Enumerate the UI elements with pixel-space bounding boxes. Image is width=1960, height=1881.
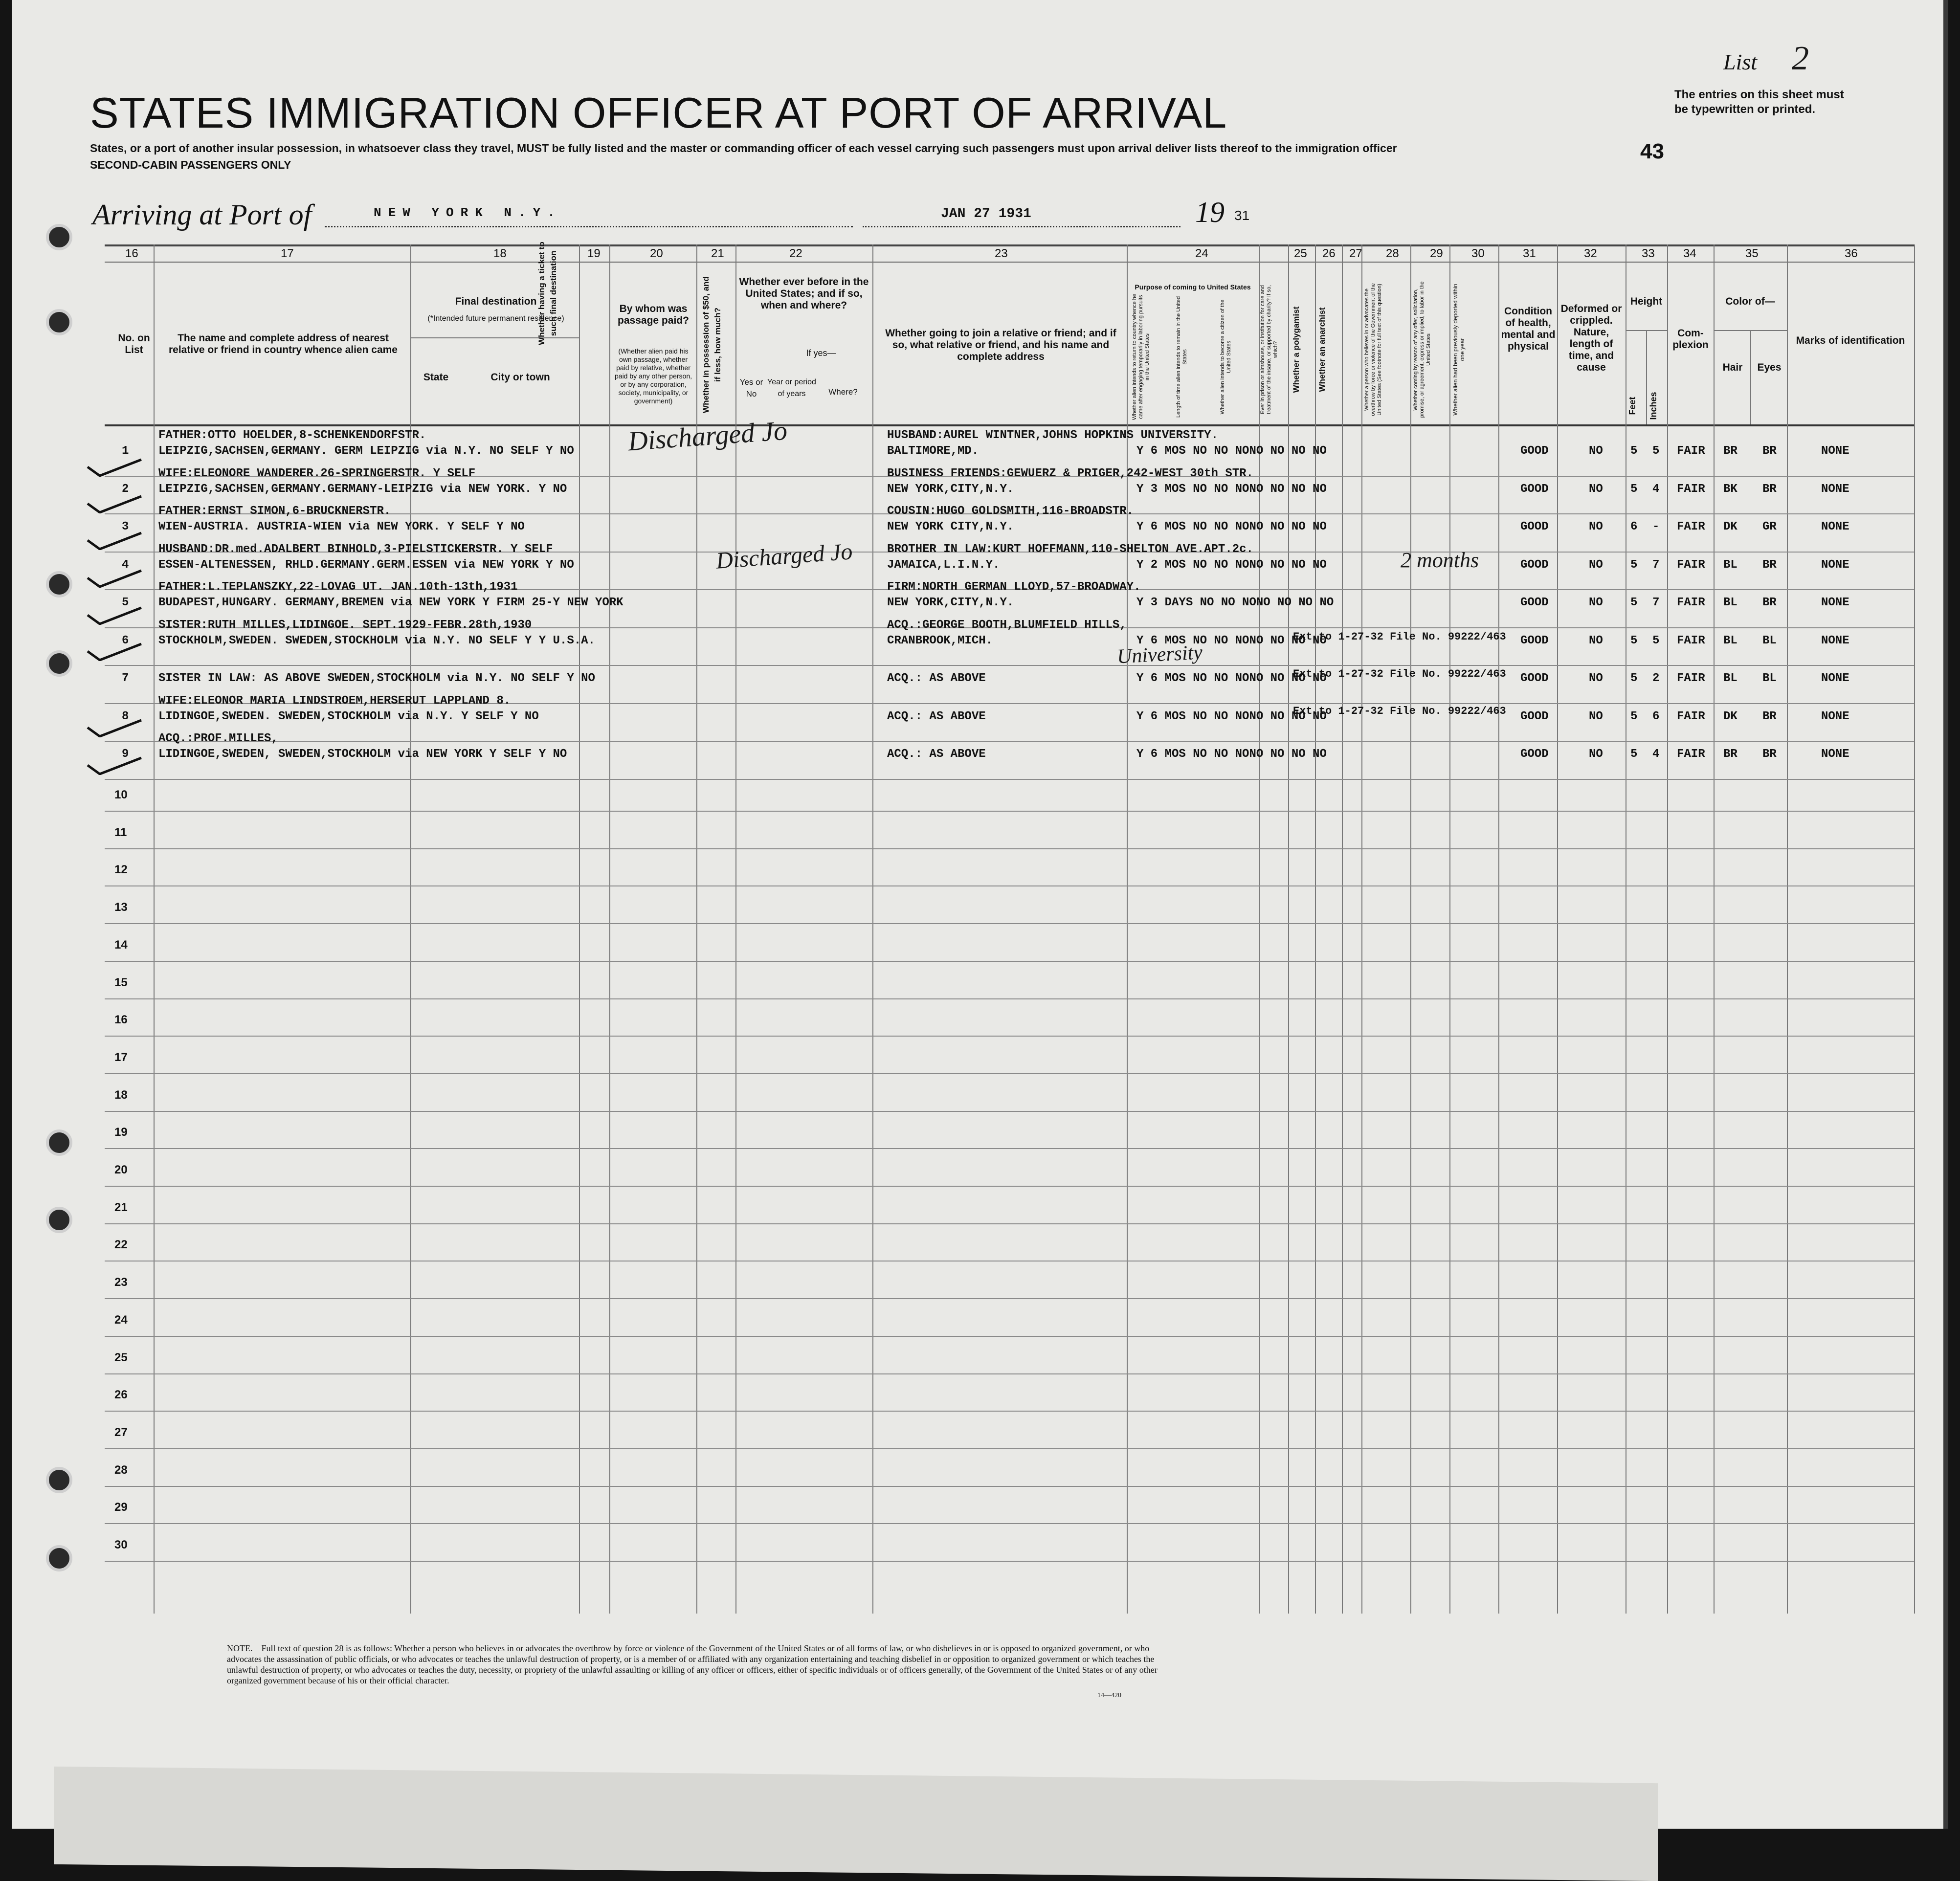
col-num-16: 16: [125, 247, 138, 260]
joining-line-1: ACQ.:GEORGE BOOTH,BLUMFIELD HILLS,: [887, 618, 1127, 632]
check-mark-5: [85, 605, 144, 625]
deformed: NO: [1589, 558, 1603, 572]
relative-line-1: FATHER:OTTO HOELDER,8-SCHENKENDORFSTR.: [158, 429, 426, 442]
table-rule: [105, 1223, 1914, 1224]
header-passage-paid: By whom was passage paid?: [618, 303, 689, 326]
check-mark-1: [85, 457, 144, 477]
lower-sheet-edge: [54, 1767, 1658, 1881]
header-fifty-dollars: Whether in possession of $50, and if less, how much?: [701, 276, 722, 413]
line-number: 15: [114, 975, 128, 989]
date-line: [863, 226, 1180, 227]
list-number: 3: [122, 520, 129, 533]
header-height: Height: [1630, 296, 1663, 307]
handwritten-discharged-2: Discharged Jo: [715, 538, 854, 574]
height-feet: 5: [1630, 596, 1638, 609]
joining-line-2: ACQ.: AS ABOVE: [887, 748, 986, 761]
punch-hole: [46, 571, 72, 597]
col-num-30: 30: [1471, 247, 1485, 260]
header-state: State: [423, 372, 449, 383]
extension-note-2: Ext.to 1-27-32 File No. 99222/463: [1293, 668, 1506, 680]
joining-line-1: BUSINESS FRIENDS:GEWUERZ & PRIGER,242-WEST 30th STR.: [887, 466, 1253, 480]
line-number: 17: [114, 1050, 128, 1064]
line-number: 21: [114, 1200, 128, 1214]
col-num-21: 21: [711, 247, 724, 260]
complexion: FAIR: [1677, 596, 1705, 609]
height-inches: 5: [1652, 444, 1660, 458]
marks: NONE: [1821, 748, 1849, 761]
list-number: 1: [122, 444, 129, 458]
eye-color: BL: [1762, 672, 1777, 685]
height-feet: 5: [1630, 558, 1638, 572]
cabin-class: SECOND-CABIN PASSENGERS ONLY: [90, 158, 291, 171]
marks: NONE: [1821, 672, 1849, 685]
hair-color: BL: [1723, 596, 1737, 609]
col-num-23: 23: [995, 247, 1008, 260]
line-number: 22: [114, 1238, 128, 1252]
header-feet: Feet: [1627, 397, 1637, 415]
relative-line-1: FATHER:L.TEPLANSZKY,22-LOVAG UT. JAN.10th-13th,1931: [158, 580, 518, 594]
relative-line-1: SISTER:RUTH MILLES,LIDINGOE. SEPT.1929-FEBR.28th,1930: [158, 618, 532, 632]
year-prefix: 19: [1195, 196, 1225, 228]
marks: NONE: [1821, 482, 1849, 496]
complexion: FAIR: [1677, 672, 1705, 685]
height-feet: 5: [1630, 634, 1638, 647]
header-health: Condition of health, mental and physical: [1501, 306, 1556, 352]
joining-line-2: ACQ.: AS ABOVE: [887, 709, 986, 723]
table-rule: [105, 1148, 1914, 1149]
table-rule: [105, 1036, 1914, 1037]
health: GOOD: [1520, 520, 1549, 533]
relative-line-2: SISTER IN LAW: AS ABOVE SWEDEN,STOCKHOLM via N.Y. NO SELF Y NO: [158, 672, 595, 685]
height-feet: 5: [1630, 482, 1638, 496]
purpose-answers: Y 6 MOS NO NO NONO NO NO NO: [1136, 672, 1327, 685]
joining-line-1: BROTHER IN LAW:KURT HOFFMANN,110-SHELTON AVE.APT.2c.: [887, 542, 1253, 556]
punch-hole: [46, 1129, 72, 1156]
col-num-22: 22: [789, 247, 802, 260]
deformed: NO: [1589, 596, 1603, 609]
check-mark-3: [85, 531, 144, 550]
col-num-17: 17: [281, 247, 294, 260]
col-num-18: 18: [493, 247, 507, 260]
relative-line-1: WIFE:ELEONOR MARIA LINDSTROEM,HERSERUT LAPPLAND 8.: [158, 694, 511, 708]
relative-line-2: ESSEN-ALTENESSEN, RHLD.GERMANY.GERM.ESSEN via NEW YORK Y NO: [158, 558, 574, 572]
relative-line-2: LIDINGOE,SWEDEN, SWEDEN,STOCKHOLM via NEW YORK Y SELF Y NO: [158, 748, 567, 761]
arrival-date: JAN 27 1931: [941, 206, 1031, 221]
joining-line-2: ACQ.: AS ABOVE: [887, 672, 986, 685]
table-rule: [105, 998, 1914, 999]
health: GOOD: [1520, 709, 1549, 723]
line-number: 10: [114, 788, 128, 801]
header-city: City or town: [490, 372, 550, 383]
eye-color: BR: [1762, 596, 1777, 609]
header-relative: The name and complete address of nearest relative or friend in country whence alien came: [169, 332, 398, 355]
punch-hole: [46, 1545, 72, 1571]
height-inches: -: [1652, 520, 1660, 533]
page-title: STATES IMMIGRATION OFFICER AT PORT OF ARRIVAL: [90, 89, 1227, 137]
deformed: NO: [1589, 709, 1603, 723]
col-num-28: 28: [1386, 247, 1399, 260]
header-year-period: Year or period of years: [767, 378, 816, 398]
joining-line-1: HUSBAND:AUREL WINTNER,JOHNS HOPKINS UNIVERSITY.: [887, 429, 1218, 442]
line-number: 26: [114, 1388, 128, 1402]
line-number: 12: [114, 863, 128, 877]
table-rule: [105, 1111, 1914, 1112]
header-prison: Ever in prison or almshouse, or institution for care and treatment of the insane, or supported by charity? If so, which?: [1260, 285, 1278, 414]
table-top-border: [105, 244, 1914, 246]
punch-hole: [46, 309, 72, 335]
eye-color: BR: [1762, 444, 1777, 458]
table-rule: [105, 848, 1914, 849]
header-passage-note: (Whether alien paid his own passage, whether paid by relative, whether paid by any other person, or by any corporation, society, municipality, or government): [615, 347, 692, 405]
table-rule: [105, 1411, 1914, 1412]
health: GOOD: [1520, 558, 1549, 572]
line-number: 14: [114, 938, 128, 952]
table-rule: [105, 811, 1914, 812]
line-number: 20: [114, 1163, 128, 1176]
height-feet: 5: [1630, 672, 1638, 685]
table-rule: [105, 1298, 1914, 1299]
eye-color: BR: [1762, 558, 1777, 572]
health: GOOD: [1520, 444, 1549, 458]
height-inches: 5: [1652, 634, 1660, 647]
hair-color: DK: [1723, 709, 1737, 723]
table-rule: [105, 1373, 1914, 1374]
col-num-31: 31: [1523, 247, 1536, 260]
joining-line-1: COUSIN:HUGO GOLDSMITH,116-BROADSTR.: [887, 505, 1134, 518]
joining-line-1: FIRM:NORTH GERMAN LLOYD,57-BROADWAY.: [887, 580, 1141, 594]
hair-color: DK: [1723, 520, 1737, 533]
header-deformed: Deformed or crippled. Nature, length of time, and cause: [1560, 303, 1622, 373]
joining-line-2: CRANBROOK,MICH.: [887, 634, 993, 647]
table-rule: [105, 1486, 1914, 1487]
joining-line-2: NEW YORK CITY,N.Y.: [887, 520, 1014, 533]
punch-hole: [46, 650, 72, 677]
entries-note-1: The entries on this sheet must: [1674, 88, 1844, 101]
marks: NONE: [1821, 709, 1849, 723]
list-number: 5: [122, 596, 129, 609]
handwritten-university: University: [1116, 641, 1203, 668]
port-line: [325, 226, 853, 227]
list-number: 2: [1792, 40, 1809, 77]
manifest-sheet: [12, 0, 1948, 1829]
eye-color: BR: [1762, 482, 1777, 496]
line-number: 16: [114, 1013, 128, 1027]
line-number: 27: [114, 1425, 128, 1439]
list-number: 6: [122, 634, 129, 647]
col-num-19: 19: [587, 247, 601, 260]
height-inches: 2: [1652, 672, 1660, 685]
eye-color: BR: [1762, 709, 1777, 723]
marks: NONE: [1821, 596, 1849, 609]
header-joining-relative: Whether going to join a relative or friend; and if so, what relative or friend, and his name and complete address: [885, 328, 1116, 362]
header-before-in-us: Whether ever before in the United States; and if so, when and where?: [739, 276, 869, 311]
header-yes-no: Yes or No: [739, 377, 763, 398]
header-hair: Hair: [1722, 362, 1743, 373]
relative-line-1: HUSBAND:DR.med.ADALBERT BINHOLD,3-PIELSTICKERSTR. Y SELF: [158, 542, 553, 556]
purpose-answers: Y 3 DAYS NO NO NONO NO NO NO: [1136, 596, 1334, 609]
col-num-26: 26: [1322, 247, 1336, 260]
relative-line-1: FATHER:ERNST SIMON,6-BRUCKNERSTR.: [158, 505, 391, 518]
deformed: NO: [1589, 520, 1603, 533]
complexion: FAIR: [1677, 520, 1705, 533]
complexion: FAIR: [1677, 709, 1705, 723]
height-feet: 5: [1630, 709, 1638, 723]
table-rule: [105, 1073, 1914, 1074]
health: GOOD: [1520, 672, 1549, 685]
header-marks: Marks of identification: [1796, 335, 1905, 346]
header-purpose-return: Whether alien intends to return to country whence he came after engaging temporarily in laboring pursuits in the United States: [1132, 293, 1150, 420]
height-feet: 6: [1630, 520, 1638, 533]
relative-line-2: WIEN-AUSTRIA. AUSTRIA-WIEN via NEW YORK. Y SELF Y NO: [158, 520, 525, 533]
marks: NONE: [1821, 558, 1849, 572]
col-num-25: 25: [1294, 247, 1307, 260]
height-inches: 6: [1652, 709, 1660, 723]
height-inches: 7: [1652, 596, 1660, 609]
line-number: 30: [114, 1538, 128, 1551]
hair-color: BK: [1723, 482, 1737, 496]
complexion: FAIR: [1677, 444, 1705, 458]
height-inches: 4: [1652, 482, 1660, 496]
relative-line-2: LEIPZIG,SACHSEN,GERMANY. GERM LEIPZIG via N.Y. NO SELF Y NO: [158, 444, 574, 458]
line-number: 29: [114, 1501, 128, 1514]
table-rule: [105, 923, 1914, 924]
joining-line-2: NEW YORK,CITY,N.Y.: [887, 482, 1014, 496]
purpose-answers: Y 3 MOS NO NO NONO NO NO NO: [1136, 482, 1327, 496]
column-number-rule: [105, 262, 1914, 263]
table-rule: [105, 1186, 1914, 1187]
marks: NONE: [1821, 520, 1849, 533]
table-rule: [105, 961, 1914, 962]
port-name: NEW YORK N.Y.: [374, 205, 562, 220]
relative-line-2: LIDINGOE,SWEDEN. SWEDEN,STOCKHOLM via N.Y. Y SELF Y NO: [158, 709, 539, 723]
purpose-answers: Y 6 MOS NO NO NONO NO NO NO: [1136, 444, 1327, 458]
header-final-destination-note: (*Intended future permanent residence): [427, 314, 564, 323]
purpose-answers: Y 6 MOS NO NO NONO NO NO NO: [1136, 709, 1327, 723]
list-number: 8: [122, 709, 129, 723]
col-num-34: 34: [1683, 247, 1696, 260]
table-rule: [105, 1336, 1914, 1337]
height-inches: 7: [1652, 558, 1660, 572]
list-number: 2: [122, 482, 129, 496]
col-num-35: 35: [1745, 247, 1759, 260]
header-deported: Whether alien had been previously deported within one year: [1452, 284, 1466, 416]
line-number: 13: [114, 901, 128, 914]
check-mark-4: [85, 568, 144, 588]
page-subtitle: States, or a port of another insular possession, in whatsoever class they travel, MUST be fully listed and the master or commanding officer of each vessel carrying such passengers must upon arrival deliver lists thereof to the immigration officer: [90, 142, 1397, 155]
purpose-answers: Y 6 MOS NO NO NONO NO NO NO: [1136, 748, 1327, 761]
handwritten-months: 2 months: [1401, 548, 1479, 572]
footnote-question-28: NOTE.—Full text of question 28 is as follows: Whether a person who believes in or advocates the overthrow by force or violence of the Government of the United States or of all forms of law, or who disbelieves in or is opposed to organized government, or who advocates the assassination of public officials, or who advocates or teaches the unlawful destruction of property, or is a member of or affiliated with any organization entertaining and teaching disbelief in or opposition to organized government or which teaches the unlawful destruction of property, or who advocates or teaches the duty, necessity, or propriety of the unlawful assaulting or killing of any officer or officers, either of specific individuals or of officers generally, of the Government of the United States or of any other organized government because of his or their official character.: [227, 1643, 1158, 1685]
year-suffix: 31: [1234, 208, 1250, 223]
header-purpose: Purpose of coming to United States: [1135, 283, 1251, 291]
table-rule: [105, 885, 1914, 886]
header-eyes: Eyes: [1757, 362, 1782, 373]
hair-color: BL: [1723, 558, 1737, 572]
header-where: Where?: [828, 387, 858, 397]
header-final-destination: Final destination: [455, 296, 537, 307]
marks: NONE: [1821, 444, 1849, 458]
header-polygamist: Whether a polygamist: [1292, 306, 1301, 393]
line-number: 11: [114, 825, 127, 839]
complexion: FAIR: [1677, 482, 1705, 496]
joining-line-2: NEW YORK,CITY,N.Y.: [887, 596, 1014, 609]
punch-hole: [46, 1467, 72, 1493]
deformed: NO: [1589, 672, 1603, 685]
check-mark-2: [85, 494, 144, 513]
list-number: 7: [122, 672, 129, 685]
handwritten-discharged-1: Discharged Jo: [627, 415, 788, 457]
table-rule: [105, 1448, 1914, 1449]
col-num-29: 29: [1430, 247, 1443, 260]
header-no-on-list: No. on List: [118, 332, 150, 355]
col-num-24: 24: [1195, 247, 1208, 260]
line-number: 18: [114, 1088, 128, 1102]
height-feet: 5: [1630, 748, 1638, 761]
health: GOOD: [1520, 748, 1549, 761]
line-number: 23: [114, 1276, 128, 1289]
header-labor-offer: Whether coming by reason of any offer, solicitation, promise, or agreement, express or implied, to labor in the United States: [1413, 281, 1431, 418]
line-number: 24: [114, 1313, 128, 1327]
check-mark-8: [85, 718, 144, 737]
col-num-20: 20: [650, 247, 663, 260]
line-number: 28: [114, 1463, 128, 1477]
header-purpose-citizen: Whether alien intends to become a citizen of the United States: [1220, 299, 1232, 415]
eye-color: BR: [1762, 748, 1777, 761]
joining-line-2: BALTIMORE,MD.: [887, 444, 979, 458]
height-feet: 5: [1630, 444, 1638, 458]
health: GOOD: [1520, 482, 1549, 496]
header-ticket: Whether having a ticket to such final destination: [537, 242, 558, 345]
form-number: 14—420: [1097, 1692, 1121, 1699]
hair-color: BL: [1723, 672, 1737, 685]
relative-line-2: BUDAPEST,HUNGARY. GERMANY,BREMEN via NEW YORK Y FIRM 25-Y NEW YORK: [158, 596, 624, 609]
col-num-33: 33: [1642, 247, 1655, 260]
list-label: List: [1723, 49, 1758, 74]
complexion: FAIR: [1677, 748, 1705, 761]
relative-line-2: LEIPZIG,SACHSEN,GERMANY.GERMANY-LEIPZIG via NEW YORK. Y NO: [158, 482, 567, 496]
marks: NONE: [1821, 634, 1849, 647]
col-num-36: 36: [1845, 247, 1858, 260]
col-num-32: 32: [1584, 247, 1597, 260]
col-num-27: 27: [1349, 247, 1362, 260]
line-number: 25: [114, 1350, 128, 1364]
deformed: NO: [1589, 634, 1603, 647]
header-purpose-length: Length of time alien intends to remain in the United States: [1176, 296, 1188, 418]
header-overthrow: Whether a person who believes in or advocates the overthrow by force or violence of the Government of the United States (See footnote for full text of this question): [1364, 283, 1382, 416]
header-if-yes: If yes—: [806, 348, 836, 358]
extension-note-3: Ext.to 1-27-32 File No. 99222/463: [1293, 705, 1506, 717]
list-number: 4: [122, 558, 129, 572]
purpose-answers: Y 2 MOS NO NO NONO NO NO NO: [1136, 558, 1327, 572]
line-number: 19: [114, 1126, 128, 1139]
extension-note-1: Ext.to 1-27-32 File No. 99222/463: [1293, 631, 1506, 643]
complexion: FAIR: [1677, 634, 1705, 647]
list-number: 9: [122, 748, 129, 761]
eye-color: BL: [1762, 634, 1777, 647]
table-rule: [105, 1561, 1914, 1562]
table-rule: [105, 1523, 1914, 1524]
deformed: NO: [1589, 748, 1603, 761]
hair-color: BR: [1723, 748, 1737, 761]
check-mark-9: [85, 755, 144, 775]
relative-line-2: STOCKHOLM,SWEDEN. SWEDEN,STOCKHOLM via N.Y. NO SELF Y Y U.S.A.: [158, 634, 595, 647]
deformed: NO: [1589, 444, 1603, 458]
header-color: Color of—: [1725, 296, 1775, 307]
health: GOOD: [1520, 596, 1549, 609]
punch-hole: [46, 1207, 72, 1233]
relative-line-1: ACQ.:PROF.MILLES,: [158, 732, 278, 745]
eye-color: GR: [1762, 520, 1777, 533]
purpose-answers: Y 6 MOS NO NO NONO NO NO NO: [1136, 634, 1327, 647]
hair-color: BL: [1723, 634, 1737, 647]
header-inches: Inches: [1648, 392, 1658, 420]
header-complexion: Com-plexion: [1672, 328, 1709, 351]
height-inches: 4: [1652, 748, 1660, 761]
arriving-label: Arriving at Port of: [92, 199, 312, 231]
deformed: NO: [1589, 482, 1603, 496]
purpose-answers: Y 6 MOS NO NO NONO NO NO NO: [1136, 520, 1327, 533]
entries-note-2: be typewritten or printed.: [1674, 103, 1816, 116]
header-anarchist: Whether an anarchist: [1317, 307, 1327, 392]
check-mark-6: [85, 642, 144, 661]
hair-color: BR: [1723, 444, 1737, 458]
complexion: FAIR: [1677, 558, 1705, 572]
page-number: 43: [1640, 139, 1664, 163]
relative-line-1: WIFE:ELEONORE WANDERER.26-SPRINGERSTR. Y SELF: [158, 466, 476, 480]
punch-hole: [46, 224, 72, 250]
joining-line-2: JAMAICA,L.I.N.Y.: [887, 558, 1000, 572]
health: GOOD: [1520, 634, 1549, 647]
